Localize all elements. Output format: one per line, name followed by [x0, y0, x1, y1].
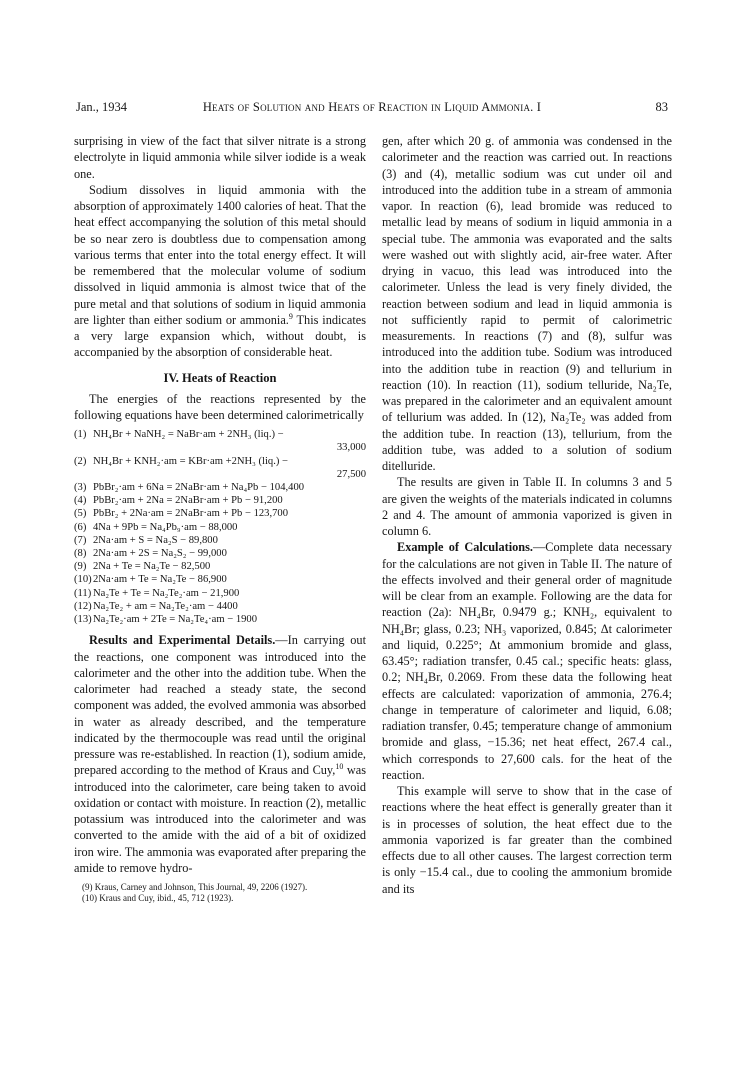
equation-text: 2Na·am + 2S = Na₂S₂ − 99,000 [93, 548, 227, 560]
equation [74, 507, 366, 520]
equation [74, 587, 366, 600]
equation-text: NH₄Br + NaNH₂ = NaBr·am + 2NH₃ (liq.) − [93, 429, 284, 441]
run-in-heading: Example of Calculations. [397, 540, 533, 555]
paragraph: This example will serve to show that in the case of reactions where the heat effect is generally greater than it is in processes of solution, the heat effect due to the ammonia vaporized is far greater than the combined effects due to all other causes. The largest correction term is only −15.4 cal., due to cooling the ammonium bromide and its [382, 784, 672, 896]
footnote: (10) Kraus and Cuy, ibid., 45, 712 (1923). [82, 893, 234, 904]
equation-text: NH₄Br + KNH₂·am = KBr·am +2NH₃ (liq.) − [93, 455, 289, 467]
equation [74, 534, 366, 547]
equation [74, 560, 366, 573]
equation-text: Na₂Te₂·am + 2Te = Na₂Te₄·am − 1900 [93, 614, 258, 626]
issue-date: Jan., 1934 [76, 100, 128, 114]
equation-number: (6) [74, 521, 87, 533]
equation-list [74, 428, 366, 626]
paragraph-text: This indicates a very large expansion which, without doubt, is accompanied by the absorption of considerable heat. [74, 312, 366, 360]
equation [74, 600, 366, 613]
equation-number: (13) [74, 614, 92, 626]
equation [74, 613, 366, 626]
running-title: Heats of Solution and Heats of Reaction in Liquid Ammonia. I [202, 100, 542, 114]
equation-value: 33,000 [336, 442, 366, 454]
equation-text: Na₂Te + Te = Na₂Te₂·am − 21,900 [93, 587, 240, 599]
paragraph-results [74, 632, 366, 876]
equation [74, 573, 366, 586]
equation [74, 494, 366, 507]
equation-number: (1) [74, 429, 87, 441]
equation-text: Na₂Te₂ + am = Na₂Te₂·am − 4400 [93, 600, 238, 612]
paragraph-example [382, 539, 672, 783]
equation-value: 27,500 [336, 468, 366, 480]
footnote: (9) Kraus, Carney and Johnson, This Journal, 49, 2206 (1927). [82, 882, 308, 893]
equation-number: (3) [74, 482, 87, 494]
equation-number: (9) [74, 561, 87, 573]
equation-text: 2Na·am + Te = Na₂Te − 86,900 [93, 574, 227, 586]
run-in-heading: Results and Experimental Details. [89, 633, 276, 648]
equation-number: (7) [74, 534, 87, 546]
equation-text: PbBr₂ + 2Na·am = 2NaBr·am + Pb − 123,700 [93, 508, 289, 520]
page-header [76, 100, 668, 116]
paragraph-text: —Complete data necessary for the calculations are not given in Table II. The nature of the effects involved and their general order of magnitude will be clear from an example. Following are the data for reaction (2a): NH₄Br, 0.9479 g.; KNH₂, equivalent to NH₄Br; glass, 0.23; NH₃ vaporized, 0.845; Δt calorimeter and liquid, 0.225°; Δt ammonium bromide and glass, 63.45°; radiation transfer, 0.45 cal.; specific heats: glass, 0.2; NH₄Br, 0.2069. From these data the following heat effects are calculated: vaporization of ammonia, 276.4; change in temperature of calorimeter and liquid, 6.08; radiation transfer, 0.45; temperature change of ammonium bromide and glass, −15.36; net heat effect, 267.4 cal., which corresponds to 27,600 cals. for the heat of the reaction. [382, 540, 672, 782]
page-number: 83 [655, 100, 668, 114]
equation [74, 547, 366, 560]
equation-number: (2) [74, 455, 87, 467]
paragraph-sodium [74, 182, 366, 361]
equation-text: PbBr₂·am + 2Na = 2NaBr·am + Pb − 91,200 [93, 495, 283, 507]
equation-text: 2Na·am + S = Na₂S − 89,800 [93, 534, 218, 546]
equation [74, 481, 366, 494]
paragraph: The energies of the reactions represented by the following equations have been determined calorimetrically [74, 391, 366, 422]
equation-number: (11) [74, 587, 92, 599]
equation [74, 521, 366, 534]
equation-text: 4Na + 9Pb = Na₄Pb₉·am − 88,000 [93, 521, 238, 533]
equation-number: (8) [74, 548, 87, 560]
equation-number: (5) [74, 508, 87, 520]
left-column [74, 133, 366, 904]
paragraph: gen, after which 20 g. of ammonia was condensed in the calorimeter and the reaction was carried out. In reactions (3) and (4), metallic sodium was cut under oil and introduced into the addition tube in a stream of ammonia vapor. In reaction (6), lead bromide was reduced to metallic lead by means of sodium in liquid ammonia in a special tube. The ammonia was evaporated and the salts were washed out with slightly acid, air-free water. After drying in vacuo, this lead was introduced into the calorimeter. Unless the lead is very finely divided, the reaction between sodium and lead in liquid ammonia is not sufficiently rapid to permit of calorimetric measurements. In reactions (7) and (8), sulfur was introduced into the addition tube. Sodium was introduced into the addition tube in reaction (9) and tellurium in reaction (10). In reaction (11), sodium telluride, Na₂Te, was prepared in the calorimeter and an equivalent amount of tellurium was added. In (12), Na₂Te₂ was added from the addition tube. In reaction (13), tellurium, from the addition tube, was added to a solution of sodium ditelluride. [382, 134, 672, 473]
paragraph-text: —In carrying out the reactions, one component was introduced into the calorimeter and the other into the addition tube. When the calorimeter had reached a steady state, the second component was added, the evolved ammonia was absorbed in water as already described, and the temperature indicated by the thermocouple was read until the original pressure was re-established. In reaction (1), sodium amide, prepared according to the method of Kraus and Cuy, [74, 633, 366, 778]
section-title: IV. Heats of Reaction [163, 370, 277, 385]
equation [74, 428, 366, 454]
equation-number: (12) [74, 600, 92, 612]
paragraph: surprising in view of the fact that silver nitrate is a strong electrolyte in liquid ammonia while silver iodide is a weak one. [74, 134, 366, 181]
right-column [382, 133, 672, 897]
equation-number: (10) [74, 574, 92, 586]
equation-number: (4) [74, 495, 87, 507]
footnote-ref[interactable]: 9 [288, 311, 293, 321]
footnote-ref[interactable]: 10 [335, 762, 344, 772]
paragraph-text: was introduced into the calorimeter, care being taken to avoid oxidation or contact with moisture. In reaction (2), metallic potassium was introduced into the calorimeter and was converted to the amide with the aid of a bit of oxidized iron wire. The ammonia was evaporated after preparing the amide to remove hydro- [74, 763, 366, 875]
paragraph-text: Sodium dissolves in liquid ammonia with the absorption of approximately 1400 calories of heat. That the heat effect accompanying the solution of this metal should be so near zero is doubtless due to compensation among various terms that enter into the total energy effect. It will be remembered that the molecular volume of sodium dissolved in liquid ammonia is almost twice that of the pure metal and that solutions of sodium in liquid ammonia are lighter than either sodium or ammonia. [74, 182, 366, 327]
footnotes [74, 882, 366, 904]
equation-text: 2Na + Te = Na₂Te − 82,500 [93, 561, 211, 573]
paragraph: The results are given in Table II. In columns 3 and 5 are given the weights of the materials indicated in columns 2 and 4. The amount of ammonia vaporized is given in column 6. [382, 475, 672, 538]
equation-text: PbBr₂·am + 6Na = 2NaBr·am + Na₄Pb − 104,400 [93, 482, 305, 494]
equation [74, 455, 366, 481]
